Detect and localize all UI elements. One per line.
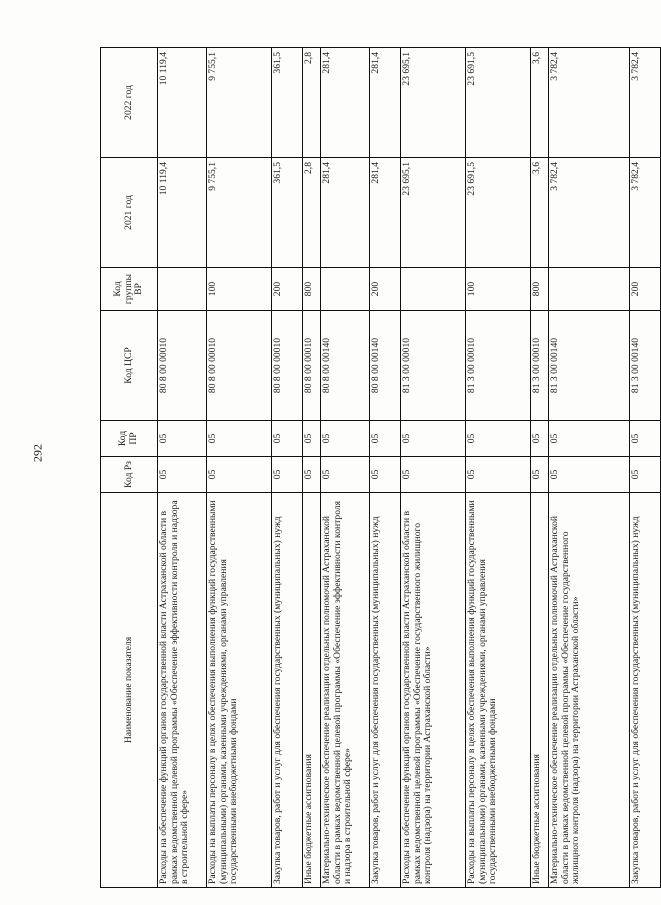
cell-2022: 10 119,4	[158, 48, 207, 158]
cell-rz: 05	[531, 457, 549, 493]
cell-rz: 05	[321, 457, 370, 493]
cell-pr: 05	[630, 421, 661, 457]
cell-pr: 05	[321, 421, 370, 457]
cell-name: Закупка товаров, работ и услуг для обеспечения государственных (муниципальных) нужд	[630, 493, 661, 888]
table-row	[207, 48, 272, 888]
cell-2021: 10 119,4	[158, 158, 207, 268]
cell-csr: 81 3 00 00010	[531, 311, 549, 421]
cell-csr: 80 8 00 00010	[303, 311, 321, 421]
cell-csr: 81 3 00 00010	[466, 311, 531, 421]
cell-2022: 2,8	[303, 48, 321, 158]
cell-vr: 200	[630, 268, 661, 311]
cell-2021: 9 755,1	[207, 158, 272, 268]
table-row	[466, 48, 531, 888]
cell-2022: 3 782,4	[549, 48, 630, 158]
cell-rz: 05	[207, 457, 272, 493]
header-rz: Код Рз	[101, 457, 158, 493]
header-vr: Код группы ВР	[101, 268, 158, 311]
cell-2021: 3 782,4	[549, 158, 630, 268]
cell-2022: 3 782,4	[630, 48, 661, 158]
page-number: 292	[30, 444, 45, 462]
cell-2021: 281,4	[370, 158, 401, 268]
cell-2022: 281,4	[370, 48, 401, 158]
header-csr: Код ЦСР	[101, 311, 158, 421]
cell-vr: 100	[466, 268, 531, 311]
cell-vr	[158, 268, 207, 311]
cell-name: Иные бюджетные ассигнования	[303, 493, 321, 888]
table-row	[272, 48, 303, 888]
cell-csr: 81 3 00 00140	[549, 311, 630, 421]
cell-vr: 200	[370, 268, 401, 311]
cell-rz: 05	[401, 457, 466, 493]
cell-name: Материально-техническое обеспечение реализации отдельных полномочий Астраханской области в рамках ведомственной целевой программы «Обеспечение эффективности контроля и надзора в строительной сфере»	[321, 493, 370, 888]
cell-2021: 3 782,4	[630, 158, 661, 268]
cell-vr: 200	[272, 268, 303, 311]
cell-pr: 05	[531, 421, 549, 457]
table-row	[158, 48, 207, 888]
cell-2022: 23 695,1	[401, 48, 466, 158]
cell-name: Расходы на выплаты персоналу в целях обеспечения выполнения функций государственными (муниципальными) органами, казенными учреждениями, органами управления государственными внебюджетными фондами	[207, 493, 272, 888]
table-header-row	[101, 48, 158, 888]
cell-rz: 05	[158, 457, 207, 493]
cell-2021: 2,8	[303, 158, 321, 268]
cell-csr: 80 8 00 00010	[158, 311, 207, 421]
header-name: Наименование показателя	[101, 493, 158, 888]
cell-pr: 05	[303, 421, 321, 457]
cell-rz: 05	[630, 457, 661, 493]
cell-2021: 3,6	[531, 158, 549, 268]
cell-name: Расходы на выплаты персоналу в целях обеспечения выполнения функций государственными (муниципальными) органами, казенными учреждениями, органами управления государственными внебюджетными фондами	[466, 493, 531, 888]
cell-2022: 361,5	[272, 48, 303, 158]
table-row	[303, 48, 321, 888]
cell-csr: 80 8 00 00010	[272, 311, 303, 421]
cell-2022: 23 691,5	[466, 48, 531, 158]
cell-pr: 05	[466, 421, 531, 457]
cell-name: Материально-техническое обеспечение реализации отдельных полномочий Астраханской области в рамках ведомственной целевой программы «Обеспечение государственного жилищного контроля (надзора) на территории Астраханской области»	[549, 493, 630, 888]
cell-vr: 800	[531, 268, 549, 311]
cell-pr: 05	[401, 421, 466, 457]
cell-2021: 23 691,5	[466, 158, 531, 268]
cell-pr: 05	[158, 421, 207, 457]
table-row	[531, 48, 549, 888]
cell-rz: 05	[272, 457, 303, 493]
cell-name: Расходы на обеспечение функций органов государственной власти Астраханской области в рамках ведомственной целевой программы «Обеспечение государственного жилищного контроля (надзора) на территории Астраханской области»	[401, 493, 466, 888]
cell-csr: 80 8 00 00010	[207, 311, 272, 421]
table-row	[630, 48, 661, 888]
cell-2022: 281,4	[321, 48, 370, 158]
cell-pr: 05	[207, 421, 272, 457]
cell-vr	[321, 268, 370, 311]
table-row	[549, 48, 630, 888]
cell-csr: 81 3 00 00140	[630, 311, 661, 421]
header-2021: 2021 год	[101, 158, 158, 268]
cell-csr: 81 3 00 00010	[401, 311, 466, 421]
cell-pr: 05	[549, 421, 630, 457]
header-2022: 2022 год	[101, 48, 158, 158]
table-row	[401, 48, 466, 888]
header-pr: Код ПР	[101, 421, 158, 457]
cell-vr	[549, 268, 630, 311]
cell-2022: 3,6	[531, 48, 549, 158]
cell-name: Иные бюджетные ассигнования	[531, 493, 549, 888]
cell-2021: 281,4	[321, 158, 370, 268]
cell-csr: 80 8 00 00140	[321, 311, 370, 421]
rotated-table-container	[100, 48, 641, 888]
cell-2021: 361,5	[272, 158, 303, 268]
table-row	[321, 48, 370, 888]
cell-vr	[401, 268, 466, 311]
cell-rz: 05	[370, 457, 401, 493]
cell-rz: 05	[549, 457, 630, 493]
cell-2021: 23 695,1	[401, 158, 466, 268]
table-row	[370, 48, 401, 888]
cell-name: Закупка товаров, работ и услуг для обеспечения государственных (муниципальных) нужд	[370, 493, 401, 888]
cell-name: Закупка товаров, работ и услуг для обеспечения государственных (муниципальных) нужд	[272, 493, 303, 888]
cell-vr: 100	[207, 268, 272, 311]
budget-table	[100, 47, 661, 888]
cell-pr: 05	[370, 421, 401, 457]
cell-rz: 05	[466, 457, 531, 493]
cell-2022: 9 755,1	[207, 48, 272, 158]
cell-pr: 05	[272, 421, 303, 457]
cell-name: Расходы на обеспечение функций органов государственной власти Астраханской области в рамках ведомственной целевой программы «Обеспечение эффективности контроля и надзора в строительной сфере»	[158, 493, 207, 888]
cell-csr: 80 8 00 00140	[370, 311, 401, 421]
cell-rz: 05	[303, 457, 321, 493]
cell-vr: 800	[303, 268, 321, 311]
